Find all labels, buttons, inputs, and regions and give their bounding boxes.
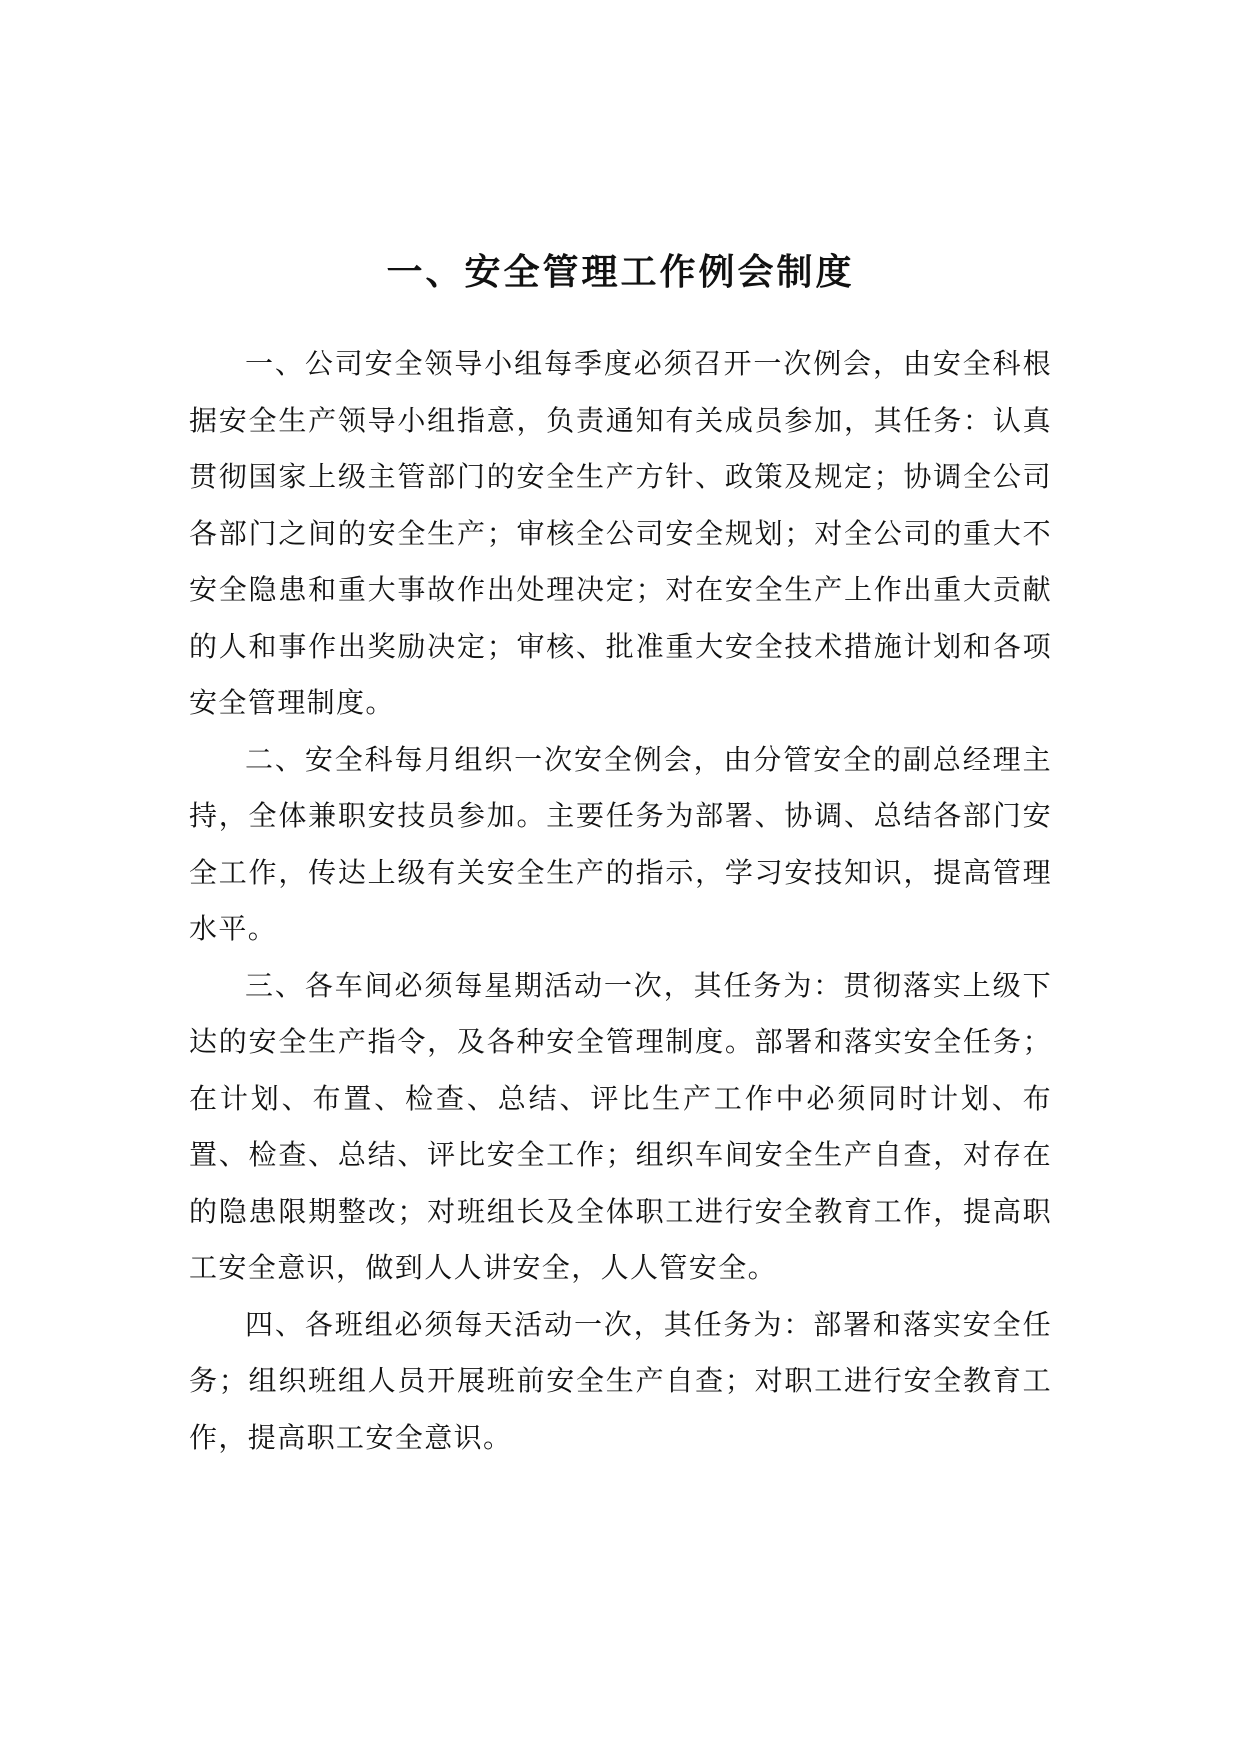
paragraph-4: 四、各班组必须每天活动一次，其任务为：部署和落实安全任务；组织班组人员开展班前安全生产自查；对职工进行安全教育工作，提高职工安全意识。 <box>189 1307 1052 1454</box>
paragraph-2: 二、安全科每月组织一次安全例会，由分管安全的副总经理主持，全体兼职安技员参加。主要任务为部署、协调、总结各部门安全工作，传达上级有关安全生产的指示，学习安技知识，提高管理水平。 <box>189 742 1052 945</box>
page-title: 一、安全管理工作例会制度 <box>386 251 855 293</box>
paragraph-1: 一、公司安全领导小组每季度必须召开一次例会，由安全科根据安全生产领导小组指意，负责通知有关成员参加，其任务：认真贯彻国家上级主管部门的安全生产方针、政策及规定；协调全公司各部门之间的安全生产；审核全公司安全规划；对全公司的重大不安全隐患和重大事故作出处理决定；对在安全生产上作出重大贡献的人和事作出奖励决定；审核、批准重大安全技术措施计划和各项安全管理制度。 <box>189 347 1052 719</box>
paragraph-3: 三、各车间必须每星期活动一次，其任务为：贯彻落实上级下达的安全生产指令，及各种安全管理制度。部署和落实安全任务；在计划、布置、检查、总结、评比生产工作中必须同时计划、布置、检查、总结、评比安全工作；组织车间安全生产自查，对存在的隐患限期整改；对班组长及全体职工进行安全教育工作，提高职工安全意识，做到人人讲安全，人人管安全。 <box>189 968 1052 1284</box>
document-body <box>189 336 1052 1466</box>
